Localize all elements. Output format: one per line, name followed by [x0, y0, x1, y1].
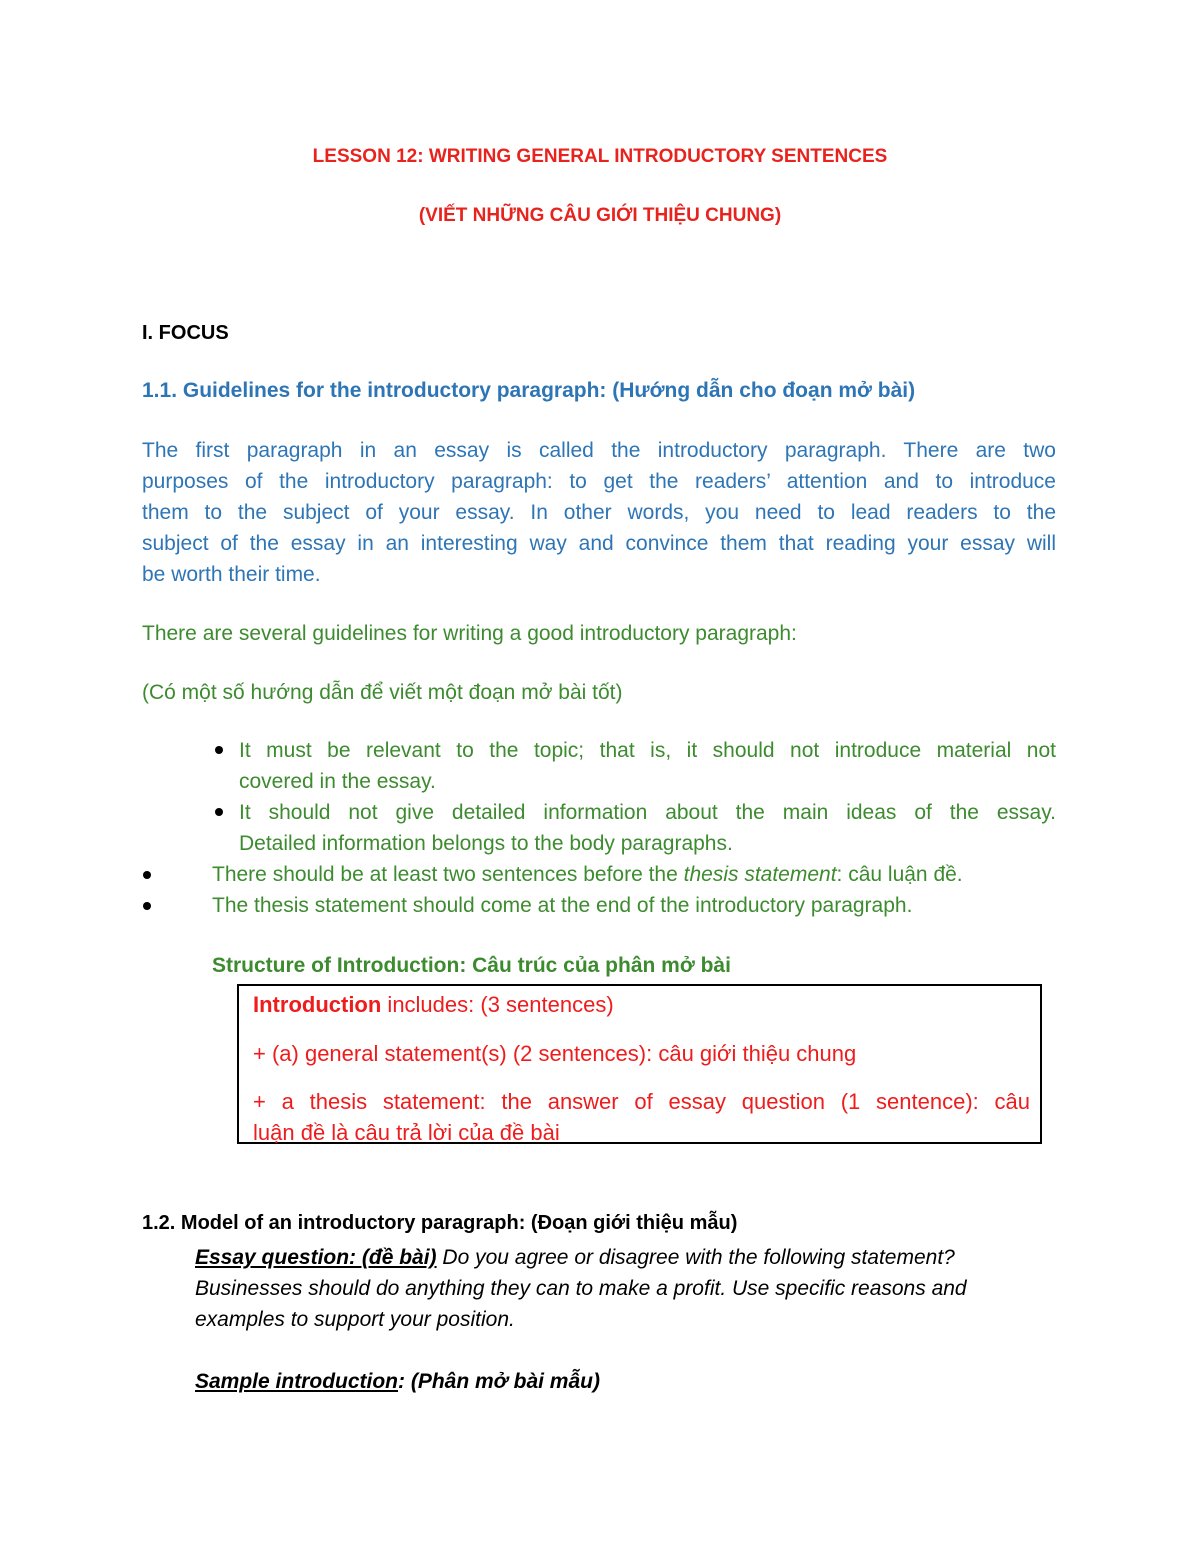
sample-introduction-label: Sample introduction [195, 1370, 399, 1393]
section-focus-heading: I. FOCUS [142, 322, 229, 344]
box-introduction-label: Introduction [253, 992, 382, 1017]
bullet-1-line-2: covered in the essay. [239, 770, 436, 793]
bullet-dot-3 [143, 871, 151, 879]
box-line-1 [253, 989, 1030, 1020]
guidelines-intro: There are several guidelines for writing a good introductory paragraph: [142, 622, 797, 645]
bullet-3-after: : câu luận đề. [836, 863, 963, 886]
box-line-3b: luận đề là câu trả lời của đề bài [253, 1120, 560, 1145]
guidelines-intro-vi: (Có một số hướng dẫn để viết một đoạn mở bài tốt) [142, 681, 623, 704]
essay-question-label: Essay question: (đề bài) [195, 1246, 437, 1269]
paragraph-line-5: be worth their time. [142, 563, 321, 586]
lesson-title: LESSON 12: WRITING GENERAL INTRODUCTORY SENTENCES [312, 146, 888, 167]
bullet-3-before: There should be at least two sentences before the [212, 863, 684, 886]
box-line-3a: + a thesis statement: the answer of essay question (1 sentence): câu [253, 1089, 1030, 1114]
bullet-3-italic: thesis statement [683, 863, 837, 886]
sample-introduction-rest: : (Phân mở bài mẫu) [398, 1370, 600, 1393]
bullet-2-line-1: It should not give detailed information about the main ideas of the essay. [239, 801, 1056, 824]
bullet-dot-2 [215, 808, 223, 816]
paragraph-line-2: purposes of the introductory paragraph: to get the readers’ attention and to introduce [142, 470, 1056, 493]
essay-question-line-1 [195, 1242, 1056, 1273]
bullet-dot-4 [143, 902, 151, 910]
structure-heading: Structure of Introduction: Câu trúc của phân mở bài [212, 954, 731, 977]
paragraph-line-4: subject of the essay in an interesting way and convince them that reading your essay will [142, 532, 1056, 555]
paragraph-line-1: The first paragraph in an essay is called the introductory paragraph. There are two [142, 439, 1056, 462]
essay-question-line-3: examples to support your position. [195, 1308, 515, 1331]
introduction-structure-box [237, 984, 1042, 1144]
model-heading: 1.2. Model of an introductory paragraph: (Đoạn giới thiệu mẫu) [142, 1212, 738, 1234]
box-line-2: + (a) general statement(s) (2 sentences): câu giới thiệu chung [253, 1041, 857, 1066]
bullet-3 [212, 859, 1056, 890]
essay-question-text-1: Do you agree or disagree with the following statement? [436, 1246, 955, 1269]
essay-question-line-2: Businesses should do anything they can to make a profit. Use specific reasons and [195, 1277, 967, 1300]
box-includes-text: includes: (3 sentences) [381, 992, 614, 1017]
bullet-1-line-1: It must be relevant to the topic; that is, it should not introduce material not [239, 739, 1056, 762]
bullet-dot-1 [215, 746, 223, 754]
sample-introduction-line [195, 1366, 1056, 1397]
paragraph-line-3: them to the subject of your essay. In other words, you need to lead readers to the [142, 501, 1056, 524]
bullet-2-line-2: Detailed information belongs to the body paragraphs. [239, 832, 733, 855]
bullet-4: The thesis statement should come at the end of the introductory paragraph. [212, 894, 913, 917]
guidelines-heading: 1.1. Guidelines for the introductory paragraph: (Hướng dẫn cho đoạn mở bài) [142, 379, 916, 402]
lesson-subtitle: (VIẾT NHỮNG CÂU GIỚI THIỆU CHUNG) [418, 205, 782, 226]
